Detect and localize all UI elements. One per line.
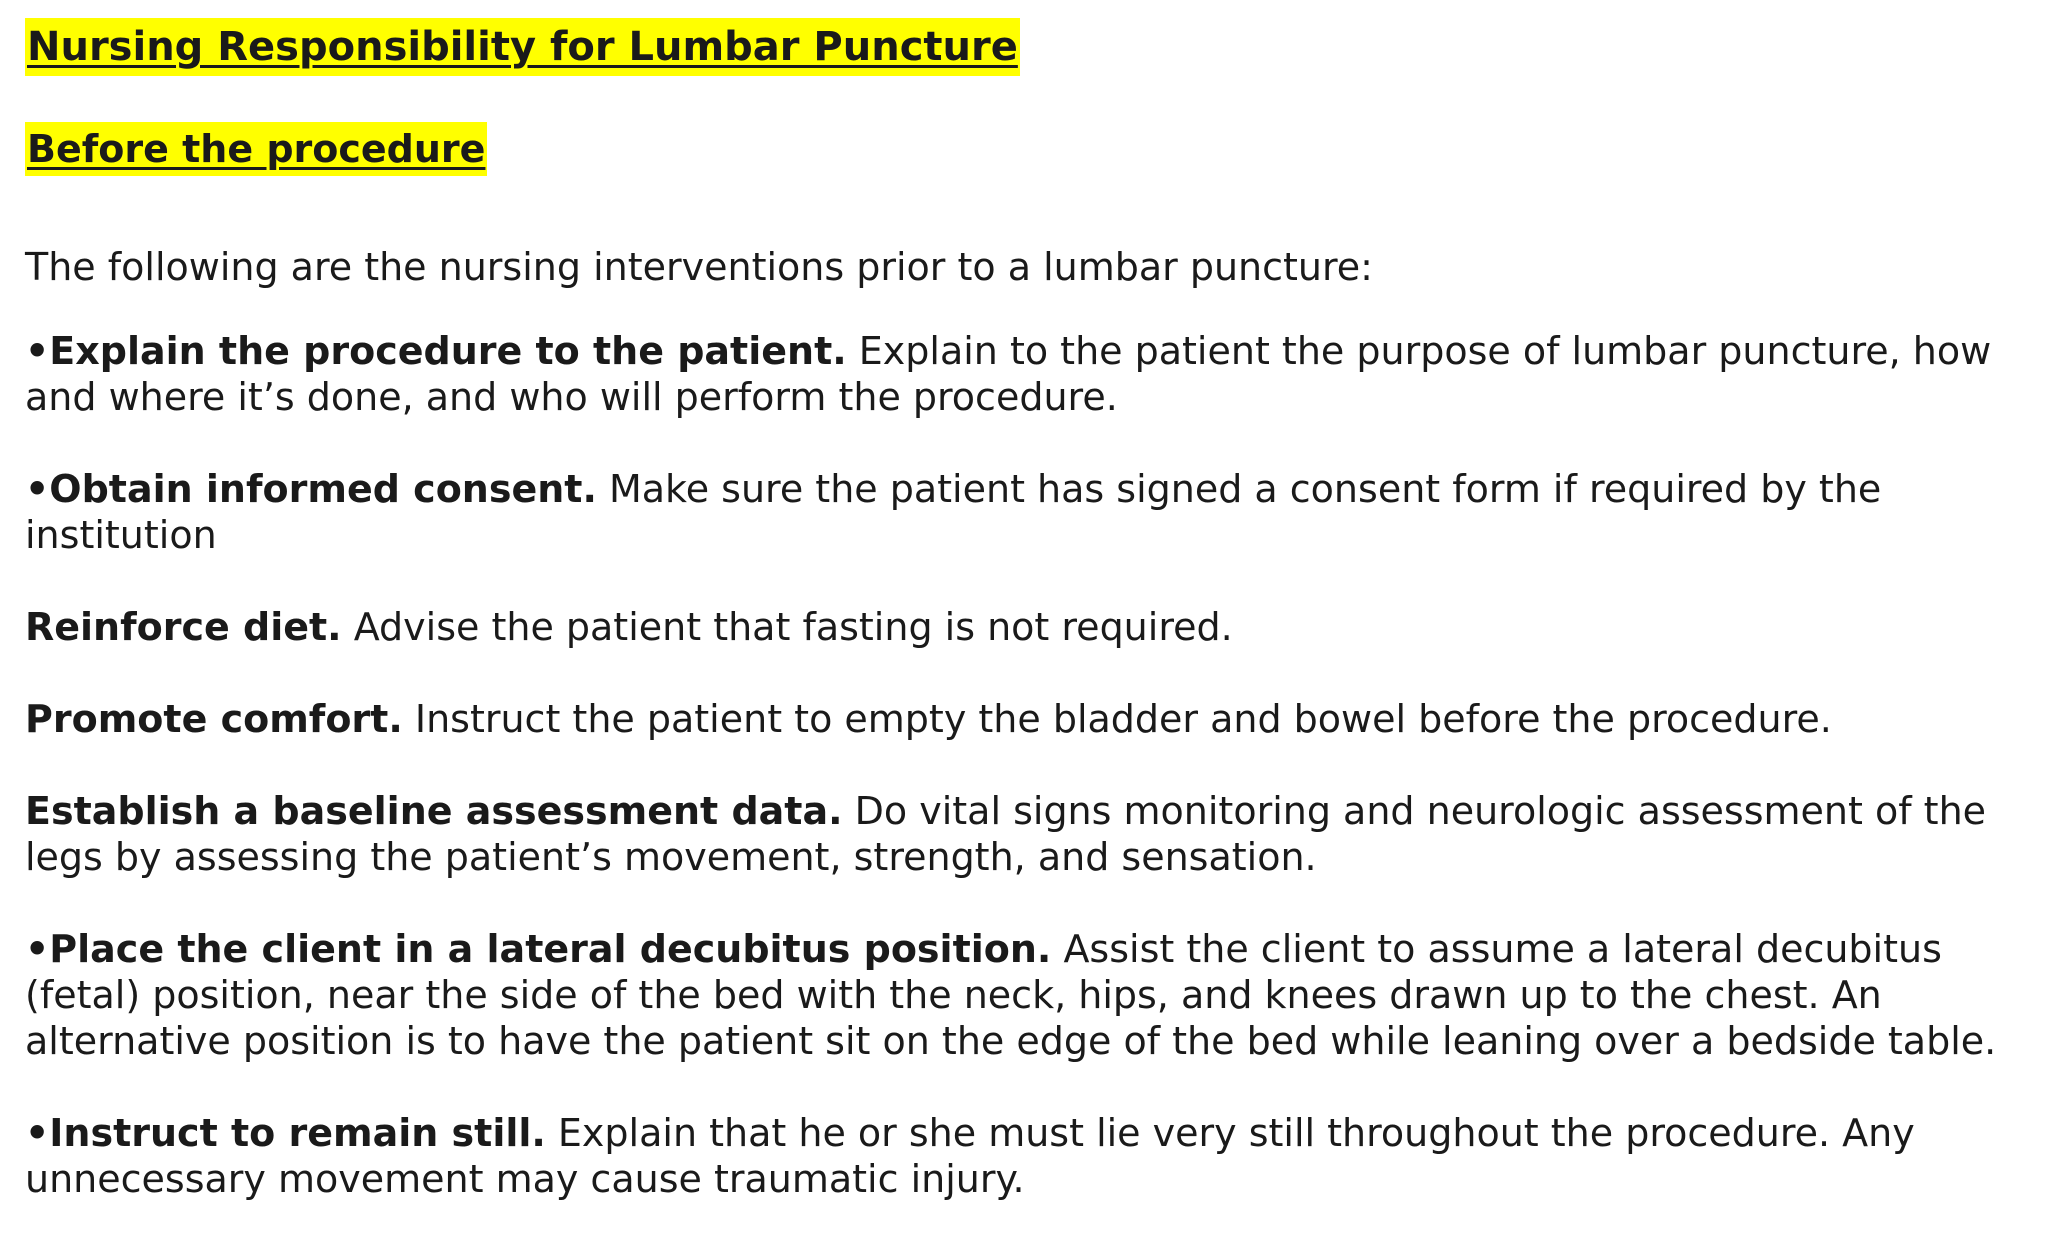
list-item	[25, 1110, 2015, 1202]
list-item	[25, 696, 2015, 742]
list-item	[25, 926, 2015, 1064]
item-text: Advise the patient that fasting is not required.	[341, 604, 1233, 649]
item-text: Explain that he or she must lie very still throughout the procedure. Any unnecessary movement may cause traumatic injury.	[25, 1110, 1915, 1201]
item-lead: •Instruct to remain still.	[25, 1110, 546, 1155]
item-lead: •Explain the procedure to the patient.	[25, 328, 847, 373]
item-lead: •Place the client in a lateral decubitus position.	[25, 926, 1052, 971]
item-lead: Reinforce diet.	[25, 604, 342, 649]
list-item	[25, 604, 2015, 650]
document	[25, 18, 2015, 1240]
item-lead: •Obtain informed consent.	[25, 466, 597, 511]
list-item	[25, 466, 2015, 558]
item-text: Explain to the patient the purpose of lumbar puncture, how and where it’s done, and who will perform the procedure.	[25, 328, 1992, 419]
list-item	[25, 788, 2015, 880]
item-text: Make sure the patient has signed a consent form if required by the institution	[25, 466, 1882, 557]
section-heading: Before the procedure	[25, 122, 487, 176]
page-title: Nursing Responsibility for Lumbar Puncture	[25, 18, 1020, 76]
item-lead: Establish a baseline assessment data.	[25, 788, 843, 833]
item-text: Do vital signs monitoring and neurologic assessment of the legs by assessing the patient’s movement, strength, and sensation.	[25, 788, 1987, 879]
intro-paragraph: The following are the nursing interventions prior to a lumbar puncture:	[25, 244, 1373, 289]
item-text: Instruct the patient to empty the bladder and bowel before the procedure.	[402, 696, 1832, 741]
item-lead: Promote comfort.	[25, 696, 403, 741]
list-item	[25, 328, 2015, 420]
item-text: Assist the client to assume a lateral decubitus (fetal) position, near the side of the bed with the neck, hips, and knees drawn up to the chest. An alternative position is to have the patient sit on the edge of the bed while leaning over a bedside table.	[25, 926, 1997, 1063]
